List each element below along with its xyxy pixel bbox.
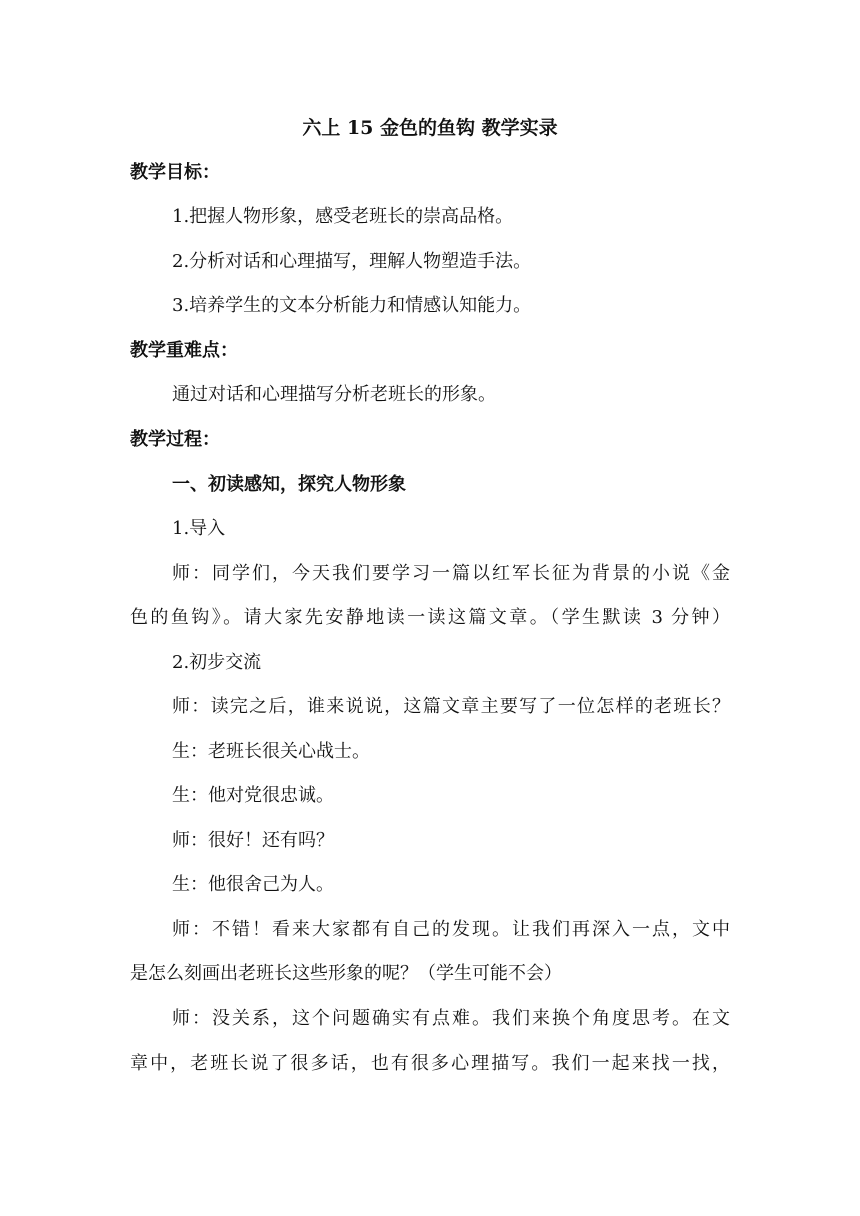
student-answer-3: 生：他很舍己为人。: [172, 874, 334, 895]
key-points-heading: 教学重难点：: [130, 340, 238, 361]
teacher-intro-line-1: 师：同学们，今天我们要学习一篇以红军长征为背景的小说《金: [172, 563, 730, 584]
student-answer-1: 生：老班长很关心战士。: [172, 741, 370, 762]
student-answer-2: 生：他对党很忠诚。: [172, 785, 334, 806]
teacher-intro-line-2: 色的鱼钩》。请大家先安静地读一读这篇文章。（学生默读 3 分钟）: [130, 607, 730, 628]
goal-item-1: 1.把握人物形象，感受老班长的崇高品格。: [172, 206, 514, 227]
document-title: 六上 15 金色的鱼钩 教学实录: [302, 117, 558, 139]
step-1-heading: 1.导入: [172, 518, 226, 539]
teacher-question-2: 师：很好！还有吗？: [172, 830, 334, 851]
process-heading: 教学过程：: [130, 429, 220, 450]
teacher-question-1: 师：读完之后，谁来说说，这篇文章主要写了一位怎样的老班长？: [172, 696, 730, 717]
part-one-heading: 一、初读感知，探究人物形象: [172, 474, 406, 495]
teacher-question-4-line-1: 师：没关系，这个问题确实有点难。我们来换个角度思考。在文: [172, 1008, 730, 1029]
step-2-heading: 2.初步交流: [172, 652, 262, 673]
teacher-question-3-line-1: 师：不错！看来大家都有自己的发现。让我们再深入一点，文中: [172, 919, 730, 940]
goals-heading: 教学目标：: [130, 162, 220, 183]
teacher-question-3-line-2: 是怎么刻画出老班长这些形象的呢？（学生可能不会）: [130, 963, 562, 984]
goal-item-2: 2.分析对话和心理描写，理解人物塑造手法。: [172, 251, 532, 272]
goal-item-3: 3.培养学生的文本分析能力和情感认知能力。: [172, 295, 532, 316]
teacher-question-4-line-2: 章中，老班长说了很多话，也有很多心理描写。我们一起来找一找，: [130, 1053, 730, 1074]
key-point-text: 通过对话和心理描写分析老班长的形象。: [172, 384, 496, 405]
